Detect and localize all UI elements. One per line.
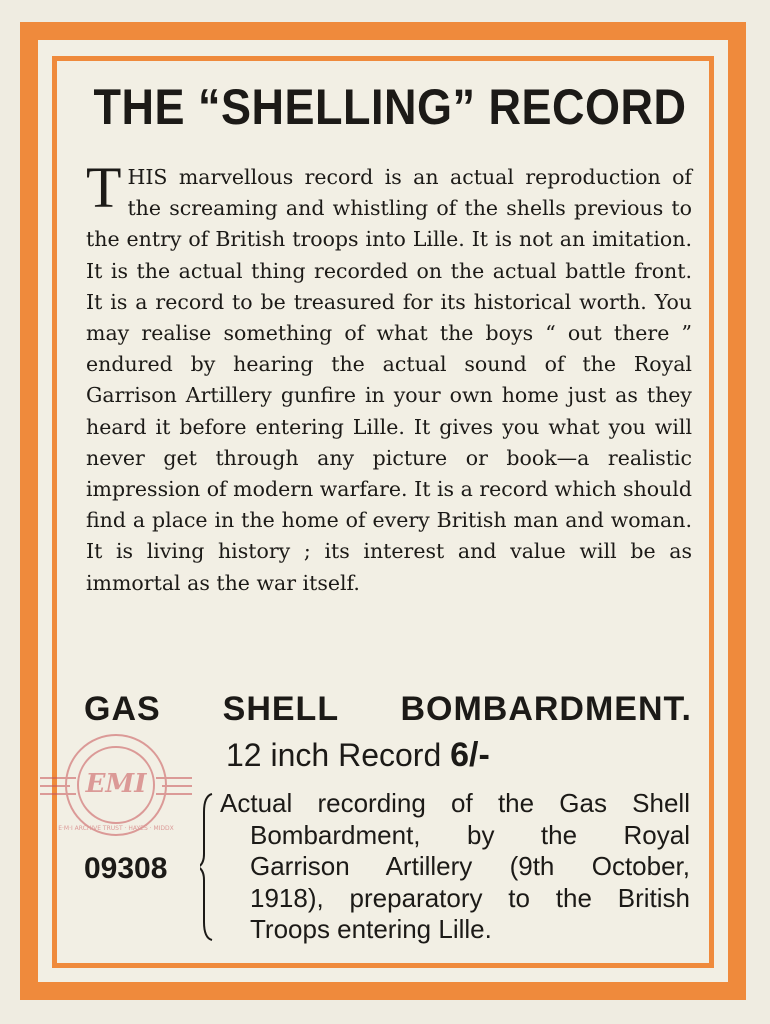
advert-title: THE “SHELLING” RECORD bbox=[93, 78, 687, 136]
curly-brace bbox=[200, 792, 214, 942]
drop-cap: T bbox=[86, 155, 122, 220]
product-description bbox=[220, 788, 690, 946]
product-heading: GAS SHELL BOMBARDMENT. bbox=[84, 690, 692, 728]
price: 6/- bbox=[450, 736, 490, 774]
record-size: 12 inch Record bbox=[226, 737, 442, 773]
catalogue-number: 09308 bbox=[84, 852, 168, 885]
description-line-3: Garrison Artillery (9th October, bbox=[250, 851, 690, 881]
watermark-monogram: EMI bbox=[85, 769, 147, 799]
record-size-price bbox=[226, 736, 490, 775]
body-text: HIS marvellous record is an actual reproduction of the screaming and whistling of the shells previous to the entry of British troops into Lille. It is not an imitation. It is the actual thing recorded on the actual battle front. It is a record to be treasured for its historical worth. You may realise something of what the boys “ out there ” endured by hearing the actual sound of the Royal Garrison Artillery gunfire in your own home just as they heard it before entering Lille. It gives you what you will never get through any picture or book—a realistic impression of modern warfare. It is a record which should find a place in the home of every British man and woman. It is living history ; its interest and value will be as immortal as the war itself. bbox=[86, 165, 692, 595]
description-line-5: Troops entering Lille. bbox=[250, 914, 492, 944]
watermark-ring-text: E·M·I ARCHIVE TRUST · HAYES · MIDDX bbox=[58, 825, 174, 832]
emi-archive-watermark-icon bbox=[36, 730, 196, 840]
description-line-1: Actual recording of the Gas Shell bbox=[220, 788, 690, 818]
description-line-4: 1918), preparatory to the British bbox=[250, 882, 690, 913]
description-line-2: Bombardment, by the Royal bbox=[250, 819, 690, 850]
body-paragraph bbox=[86, 155, 692, 599]
